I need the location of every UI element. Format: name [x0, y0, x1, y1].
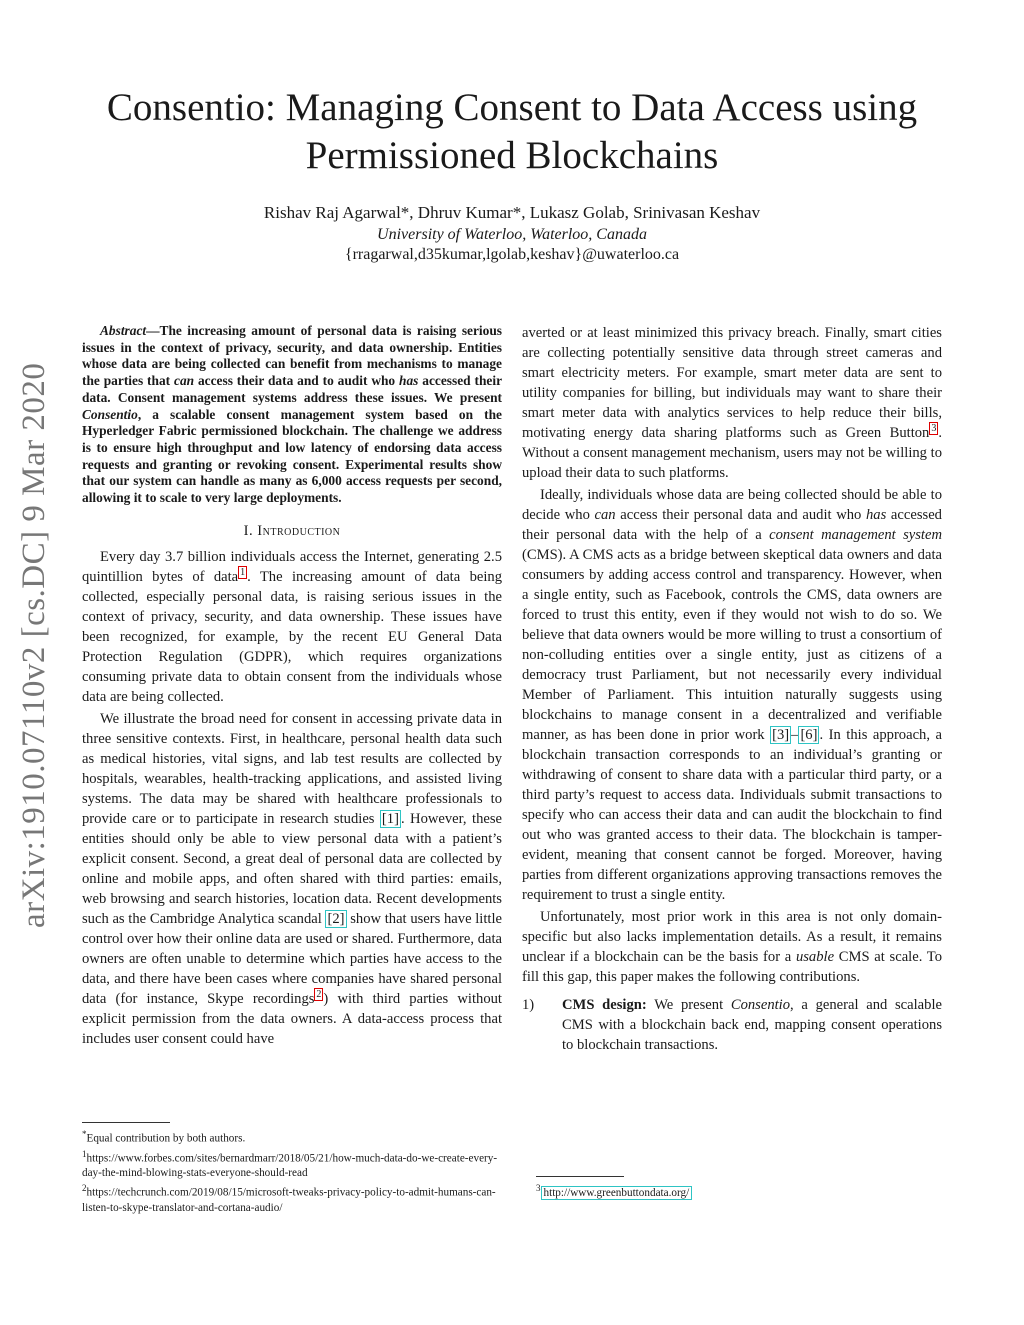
section-heading — [82, 521, 502, 541]
body-text: ) with third parties without explicit permission from the data owners. A data-access process that includes user consent could have — [82, 990, 502, 1047]
footnote-link[interactable]: 3 — [931, 423, 937, 435]
section-title: Introduction — [257, 522, 341, 539]
body-text: . However, these entities should only be able to view personal data with a patient’s explicit consent. Second, a great deal of personal data are collected by online and mobile apps, and often shared with third parties: emails, web browsing and search histories, location data. Recent developments such as the Cambridge Analytica scandal — [82, 810, 503, 927]
author-list: Rishav Raj Agarwal*, Dhruv Kumar*, Lukasz Golab, Srinivasan Keshav — [263, 203, 761, 222]
section-number: I. — [243, 522, 254, 539]
title-line-1: Consentio: Managing Consent to Data Access using — [106, 86, 918, 129]
body-text: averted or at least minimized this privacy breach. Finally, smart cities are collecting potentially sensitive data through street cameras and smart electricity meters. For example, smart meter data are sent to utility companies for billing, but individuals may want to share their smart meter data with analytics services to help reduce their bills, motivating energy data sharing platforms such as Green Button — [522, 325, 942, 441]
body-text: We illustrate the broad need for consent in accessing private data in three sensitive contexts. First, in healthcare, personal health data such as medical histories, vital signs, and lab test results are collected by hospitals, wearables, health-tracking applications, and assisted living systems. The data may be shared with healthcare professionals to provide care or to participate in research studies — [82, 710, 502, 827]
body-text: We present — [646, 997, 731, 1013]
footnote-2 — [82, 1181, 502, 1216]
contribution-item-1 — [522, 995, 942, 1055]
footnote-link[interactable]: 2 — [316, 988, 322, 1000]
affiliation: University of Waterloo, Waterloo, Canada — [377, 226, 647, 243]
footnote-star — [82, 1127, 502, 1147]
footnote-url[interactable]: https://www.forbes.com/sites/bernardmarr/2018/05/21/how-much-data-do-we-create-every-day-the-mind-blowing-stats-everyone-should-read — [82, 1152, 498, 1180]
emph-text: consent management system — [769, 527, 942, 543]
abstract-text: accessed their data. Consent management systems address these issues. We present — [82, 373, 503, 405]
footnote-text: Equal contribution by both authors. — [86, 1132, 246, 1145]
abstract-label: Abstract — [100, 323, 147, 338]
intro-paragraph-2 — [82, 709, 502, 1049]
paper-title — [60, 84, 964, 180]
body-text: . In this approach, a blockchain transaction corresponds to an individual’s granting or withdrawing of consent to share data with a particular third party, or a third party’s request to access data. Individuals submit transactions to specify who can access their data and can audit the blockchain to find out who was granted access to their data. The blockchain is tamper-evident, meaning that consent cannot be forged. Moreover, having parties from different organizations approving transactions removes the requirement to trust a single entity. — [522, 727, 942, 903]
footnote-url[interactable]: http://www.greenbuttondata.org/ — [541, 1186, 693, 1200]
abstract-emph: has — [399, 373, 419, 389]
right-paragraph-2 — [522, 485, 942, 905]
right-paragraph-1 — [522, 323, 942, 483]
citation-link[interactable]: [2] — [327, 910, 345, 927]
emph-text: can — [594, 507, 616, 523]
body-text: CMS at scale. To fill this gap, this paper makes the following contributions. — [522, 949, 942, 985]
author-emails: {rragarwal,d35kumar,lgolab,keshav}@uwaterloo.ca — [344, 246, 680, 263]
intro-paragraph-1 — [82, 547, 502, 707]
footnote-mark: 1 — [82, 1148, 87, 1159]
body-text: – — [791, 727, 799, 743]
body-text: access their personal data and audit who — [615, 507, 866, 523]
footnote-mark: 3 — [536, 1183, 541, 1193]
left-footnotes — [82, 1122, 502, 1216]
body-text: . Without a consent management mechanism, users may not be willing to upload their data to such platforms. — [522, 425, 942, 481]
title-line-2: Permissioned Blockchains — [305, 134, 719, 177]
citation-link[interactable]: [3] — [772, 727, 790, 743]
body-text: Unfortunately, most prior work in this area is not only domain-specific but also lacks implementation details. As a result, it remains unclear if a blockchain can be the basis for a — [522, 909, 942, 965]
emph-text: has — [866, 507, 887, 523]
abstract-text: , a scalable consent management system based on the Hyperledger Fabric permissioned blockchain. The challenge we address is to ensure high throughput and low latency of endorsing data access requests and granting or revoking consent. Experimental results show that our system can handle as many as 6,000 access requests per second, allowing it to scale to very large deployments. — [82, 406, 502, 506]
body-text: accessed their personal data with the help of a — [522, 507, 942, 543]
body-text: , a general and scalable CMS with a blockchain back end, mapping consent operations to blockchain transactions. — [562, 997, 942, 1053]
footnote-3 — [536, 1181, 692, 1201]
emph-text: Consentio — [730, 997, 791, 1013]
abstract-text: access their data and to audit who — [194, 373, 400, 389]
list-body — [562, 995, 942, 1055]
footnote-link[interactable]: 1 — [240, 566, 246, 578]
footnote-url[interactable]: https://techcrunch.com/2019/08/15/microsoft-tweaks-privacy-policy-to-admit-humans-can-listen-to-skype-translator-and-cortana-audio/ — [82, 1187, 496, 1215]
abstract — [82, 323, 502, 507]
footnote-mark: * — [82, 1129, 87, 1139]
abstract-text: The increasing amount of personal data is raising serious issues in the context of privacy, security, and data ownership. Entities whose data are being collected can benefit from mechanisms to manage the parties that — [82, 323, 502, 389]
list-number: 1) — [522, 997, 535, 1013]
footnote-mark: 2 — [82, 1183, 87, 1194]
right-column — [522, 323, 942, 1055]
left-column — [82, 323, 502, 1049]
footnote-rule — [82, 1122, 170, 1123]
footnote-rule — [536, 1176, 624, 1177]
footnote-1 — [82, 1147, 502, 1182]
list-bold-label: CMS design: — [562, 997, 647, 1013]
body-text: Ideally, individuals whose data are being collected should be able to decide who — [522, 487, 942, 523]
citation-link[interactable]: [1] — [381, 810, 399, 827]
body-text: Every day 3.7 billion individuals access the Internet, generating 2.5 quintillion bytes of data — [82, 548, 502, 585]
body-text: . The increasing amount of data being collected, especially personal data, is raising serious issues in the context of privacy, security, and data ownership. These issues have been recognized, for example, by the recent EU General Data Protection Regulation (GDPR), which requires organizations consuming private data to obtain consent from the individuals whose data are being collected. — [82, 568, 502, 705]
abstract-emph: can — [174, 373, 195, 389]
arxiv-identifier: arXiv:1910.07110v2 [cs.DC] 9 Mar 2020 — [16, 362, 52, 928]
citation-link[interactable]: [6] — [800, 727, 818, 743]
right-paragraph-3 — [522, 907, 942, 987]
emph-text: usable — [795, 949, 835, 965]
body-text: show that users have little control over how their online data are used or shared. Furthermore, data owners are often unable to determine which parties have access to the data, and there have been cases where companies have shared personal data (for instance, Skype recordings — [82, 910, 503, 1007]
abstract-emph: Consentio — [82, 406, 138, 422]
right-footnotes — [536, 1176, 692, 1201]
abstract-dash: — — [146, 323, 160, 338]
body-text: (CMS). A CMS acts as a bridge between skeptical data owners and data consumers by adding access control and transparency. However, when a single entity, such as Facebook, controls the CMS, data owners are forced to trust this entity, even if they would not wish to do so. We believe that data owners would be more willing to trust a consortium of non-colluding entities over a single entity, just as citizens of a democracy trust Parliament, but not necessarily every individual Member of Parliament. This intuition naturally suggests using blockchains to manage consent in a decentralized and verifiable manner, as has been done in prior work — [522, 547, 942, 743]
